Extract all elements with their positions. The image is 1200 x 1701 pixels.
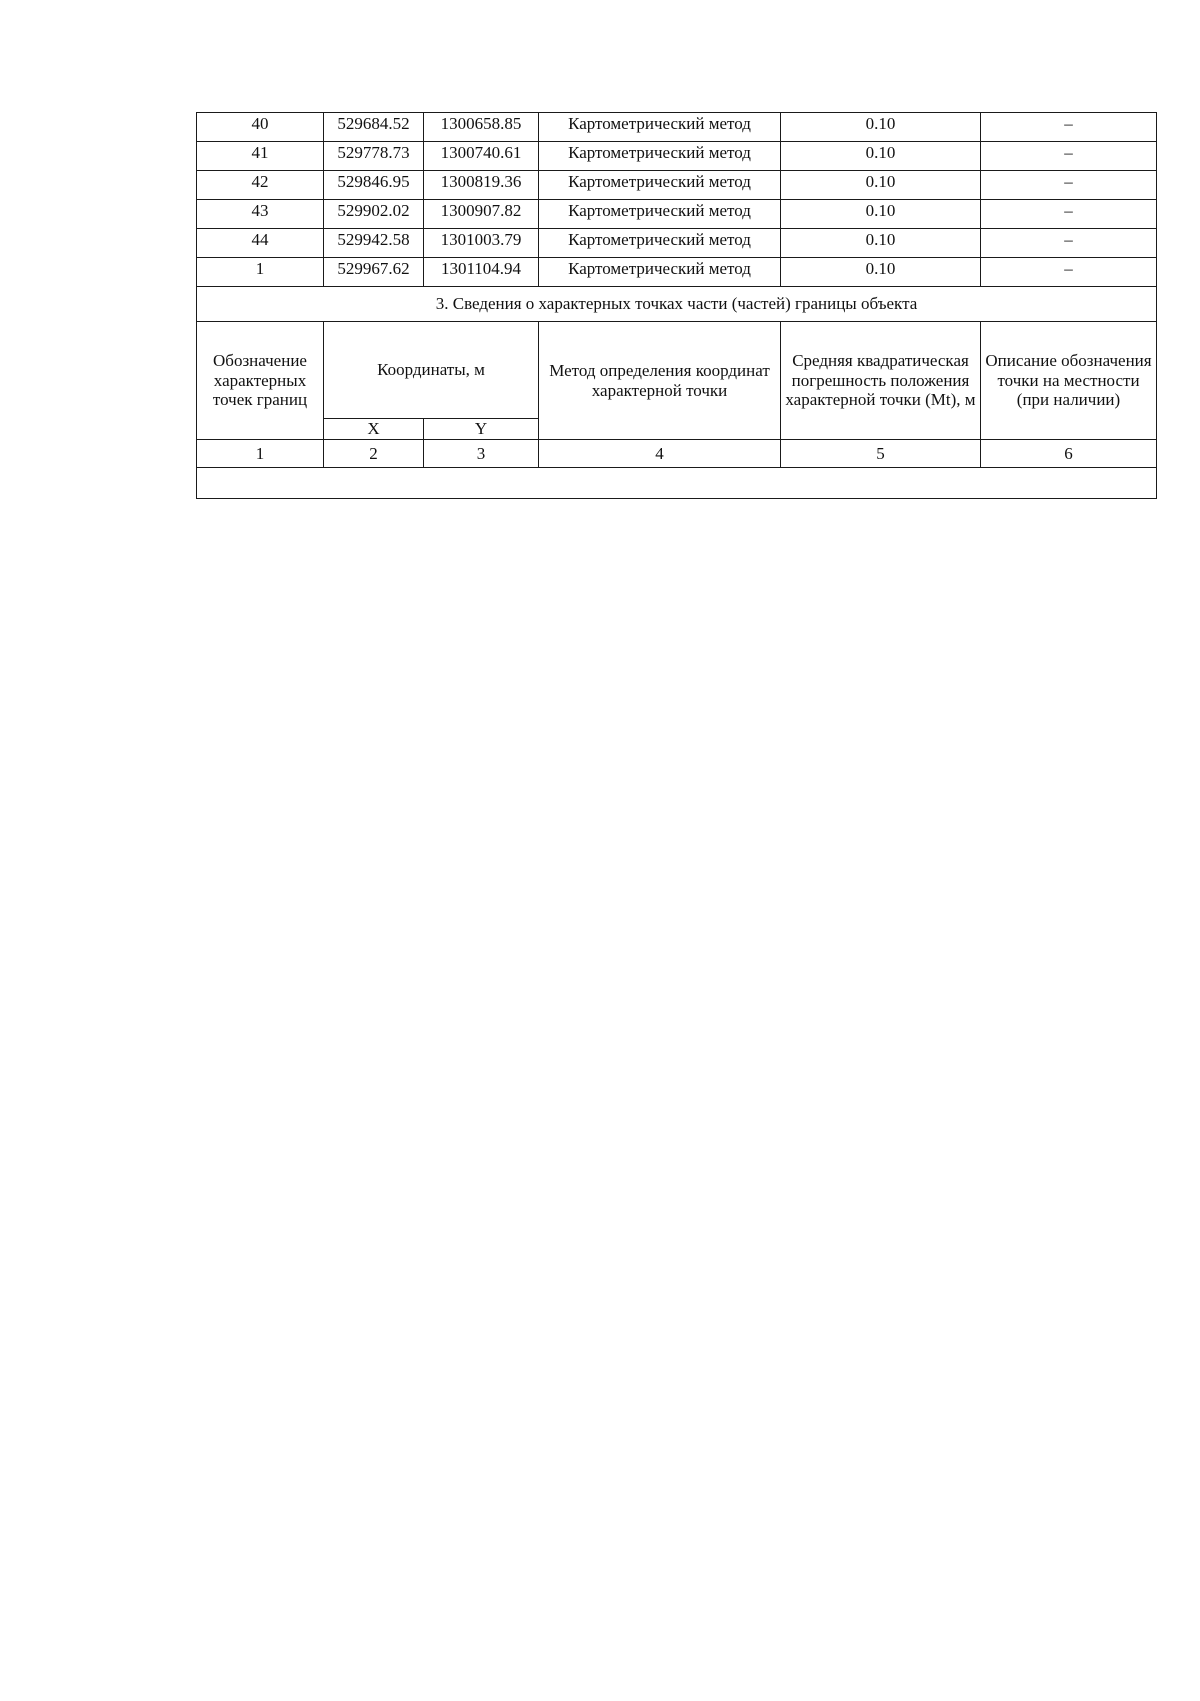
- y-coordinate-cell: 1300907.82: [424, 200, 539, 229]
- section-title-row: [197, 287, 1157, 322]
- table-row: [197, 171, 1157, 200]
- method-cell: Картометрический метод: [539, 142, 781, 171]
- error-cell: 0.10: [781, 200, 981, 229]
- method-header: Метод определения координат характерной точки: [539, 322, 781, 440]
- table-row: [197, 200, 1157, 229]
- description-header: Описание обозначения точки на местности (при наличии): [981, 322, 1157, 440]
- point-number-cell: 42: [197, 171, 324, 200]
- header-row: [197, 322, 1157, 419]
- description-cell: –: [981, 142, 1157, 171]
- table-row: [197, 113, 1157, 142]
- y-coordinate-cell: 1300658.85: [424, 113, 539, 142]
- description-cell: –: [981, 113, 1157, 142]
- column-number-cell: 3: [424, 440, 539, 468]
- section-title: 3. Сведения о характерных точках части (частей) границы объекта: [197, 287, 1157, 322]
- column-number-cell: 1: [197, 440, 324, 468]
- table-row: [197, 229, 1157, 258]
- point-number-cell: 43: [197, 200, 324, 229]
- error-cell: 0.10: [781, 229, 981, 258]
- y-coordinate-cell: 1300740.61: [424, 142, 539, 171]
- method-cell: Картометрический метод: [539, 171, 781, 200]
- x-coordinate-cell: 529967.62: [324, 258, 424, 287]
- y-header: Y: [424, 419, 539, 440]
- column-numbers-row: [197, 440, 1157, 468]
- x-coordinate-cell: 529902.02: [324, 200, 424, 229]
- method-cell: Картометрический метод: [539, 258, 781, 287]
- x-header: X: [324, 419, 424, 440]
- description-cell: –: [981, 200, 1157, 229]
- table-row: [197, 258, 1157, 287]
- description-cell: –: [981, 229, 1157, 258]
- column-number-cell: 5: [781, 440, 981, 468]
- table-row: [197, 142, 1157, 171]
- x-coordinate-cell: 529846.95: [324, 171, 424, 200]
- method-cell: Картометрический метод: [539, 200, 781, 229]
- points-table-body: [197, 113, 1157, 499]
- coordinates-header: Координаты, м: [324, 322, 539, 419]
- method-cell: Картометрический метод: [539, 113, 781, 142]
- x-coordinate-cell: 529942.58: [324, 229, 424, 258]
- description-cell: –: [981, 171, 1157, 200]
- point-number-cell: 1: [197, 258, 324, 287]
- error-header: Средняя квадратическая погрешность положения характерной точки (Mt), м: [781, 322, 981, 440]
- error-cell: 0.10: [781, 171, 981, 200]
- column-number-cell: 2: [324, 440, 424, 468]
- y-coordinate-cell: 1301104.94: [424, 258, 539, 287]
- designation-header: Обозначение характерных точек границ: [197, 322, 324, 440]
- method-cell: Картометрический метод: [539, 229, 781, 258]
- empty-row: [197, 468, 1157, 499]
- description-cell: –: [981, 258, 1157, 287]
- point-number-cell: 40: [197, 113, 324, 142]
- x-coordinate-cell: 529684.52: [324, 113, 424, 142]
- y-coordinate-cell: 1301003.79: [424, 229, 539, 258]
- column-number-cell: 6: [981, 440, 1157, 468]
- error-cell: 0.10: [781, 113, 981, 142]
- empty-cell: [197, 468, 1157, 499]
- column-number-cell: 4: [539, 440, 781, 468]
- x-coordinate-cell: 529778.73: [324, 142, 424, 171]
- boundary-points-table: [196, 112, 1157, 499]
- y-coordinate-cell: 1300819.36: [424, 171, 539, 200]
- error-cell: 0.10: [781, 142, 981, 171]
- point-number-cell: 41: [197, 142, 324, 171]
- point-number-cell: 44: [197, 229, 324, 258]
- error-cell: 0.10: [781, 258, 981, 287]
